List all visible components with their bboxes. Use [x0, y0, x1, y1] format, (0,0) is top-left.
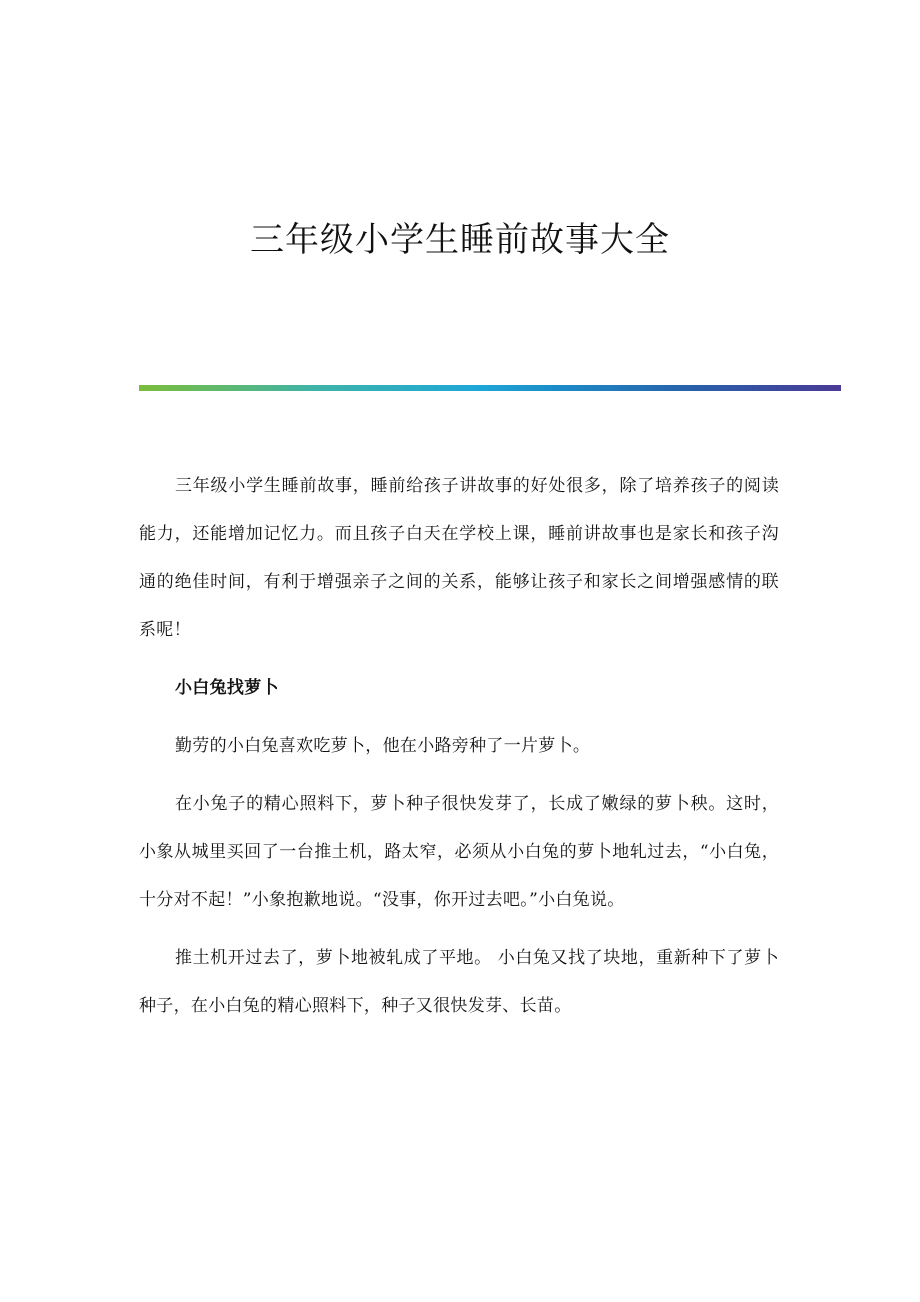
gradient-divider [139, 385, 841, 391]
document-body [139, 462, 779, 1040]
story-paragraph-2: 在小兔子的精心照料下，萝卜种子很快发芽了，长成了嫩绿的萝卜秧。这时，小象从城里买回了一台推土机，路太窄，必须从小白兔的萝卜地轧过去，“小白兔，十分对不起！”小象抱歉地说。“没事，你开过去吧。”小白兔说。 [139, 794, 779, 910]
intro-paragraph: 三年级小学生睡前故事，睡前给孩子讲故事的好处很多，除了培养孩子的阅读能力，还能增加记忆力。而且孩子白天在学校上课，睡前讲故事也是家长和孩子沟通的绝佳时间，有利于增强亲子之间的关系，能够让孩子和家长之间增强感情的联系呢！ [139, 476, 779, 640]
story-title: 小白兔找萝卜 [175, 678, 279, 698]
document-title: 三年级小学生睡前故事大全 [250, 220, 670, 260]
story-paragraph-3: 推土机开过去了，萝卜地被轧成了平地。 小白兔又找了块地，重新种下了萝卜种子，在小白兔的精心照料下，种子又很快发芽、长苗。 [139, 948, 779, 1016]
story-paragraph-1: 勤劳的小白兔喜欢吃萝卜，他在小路旁种了一片萝卜。 [175, 736, 591, 756]
